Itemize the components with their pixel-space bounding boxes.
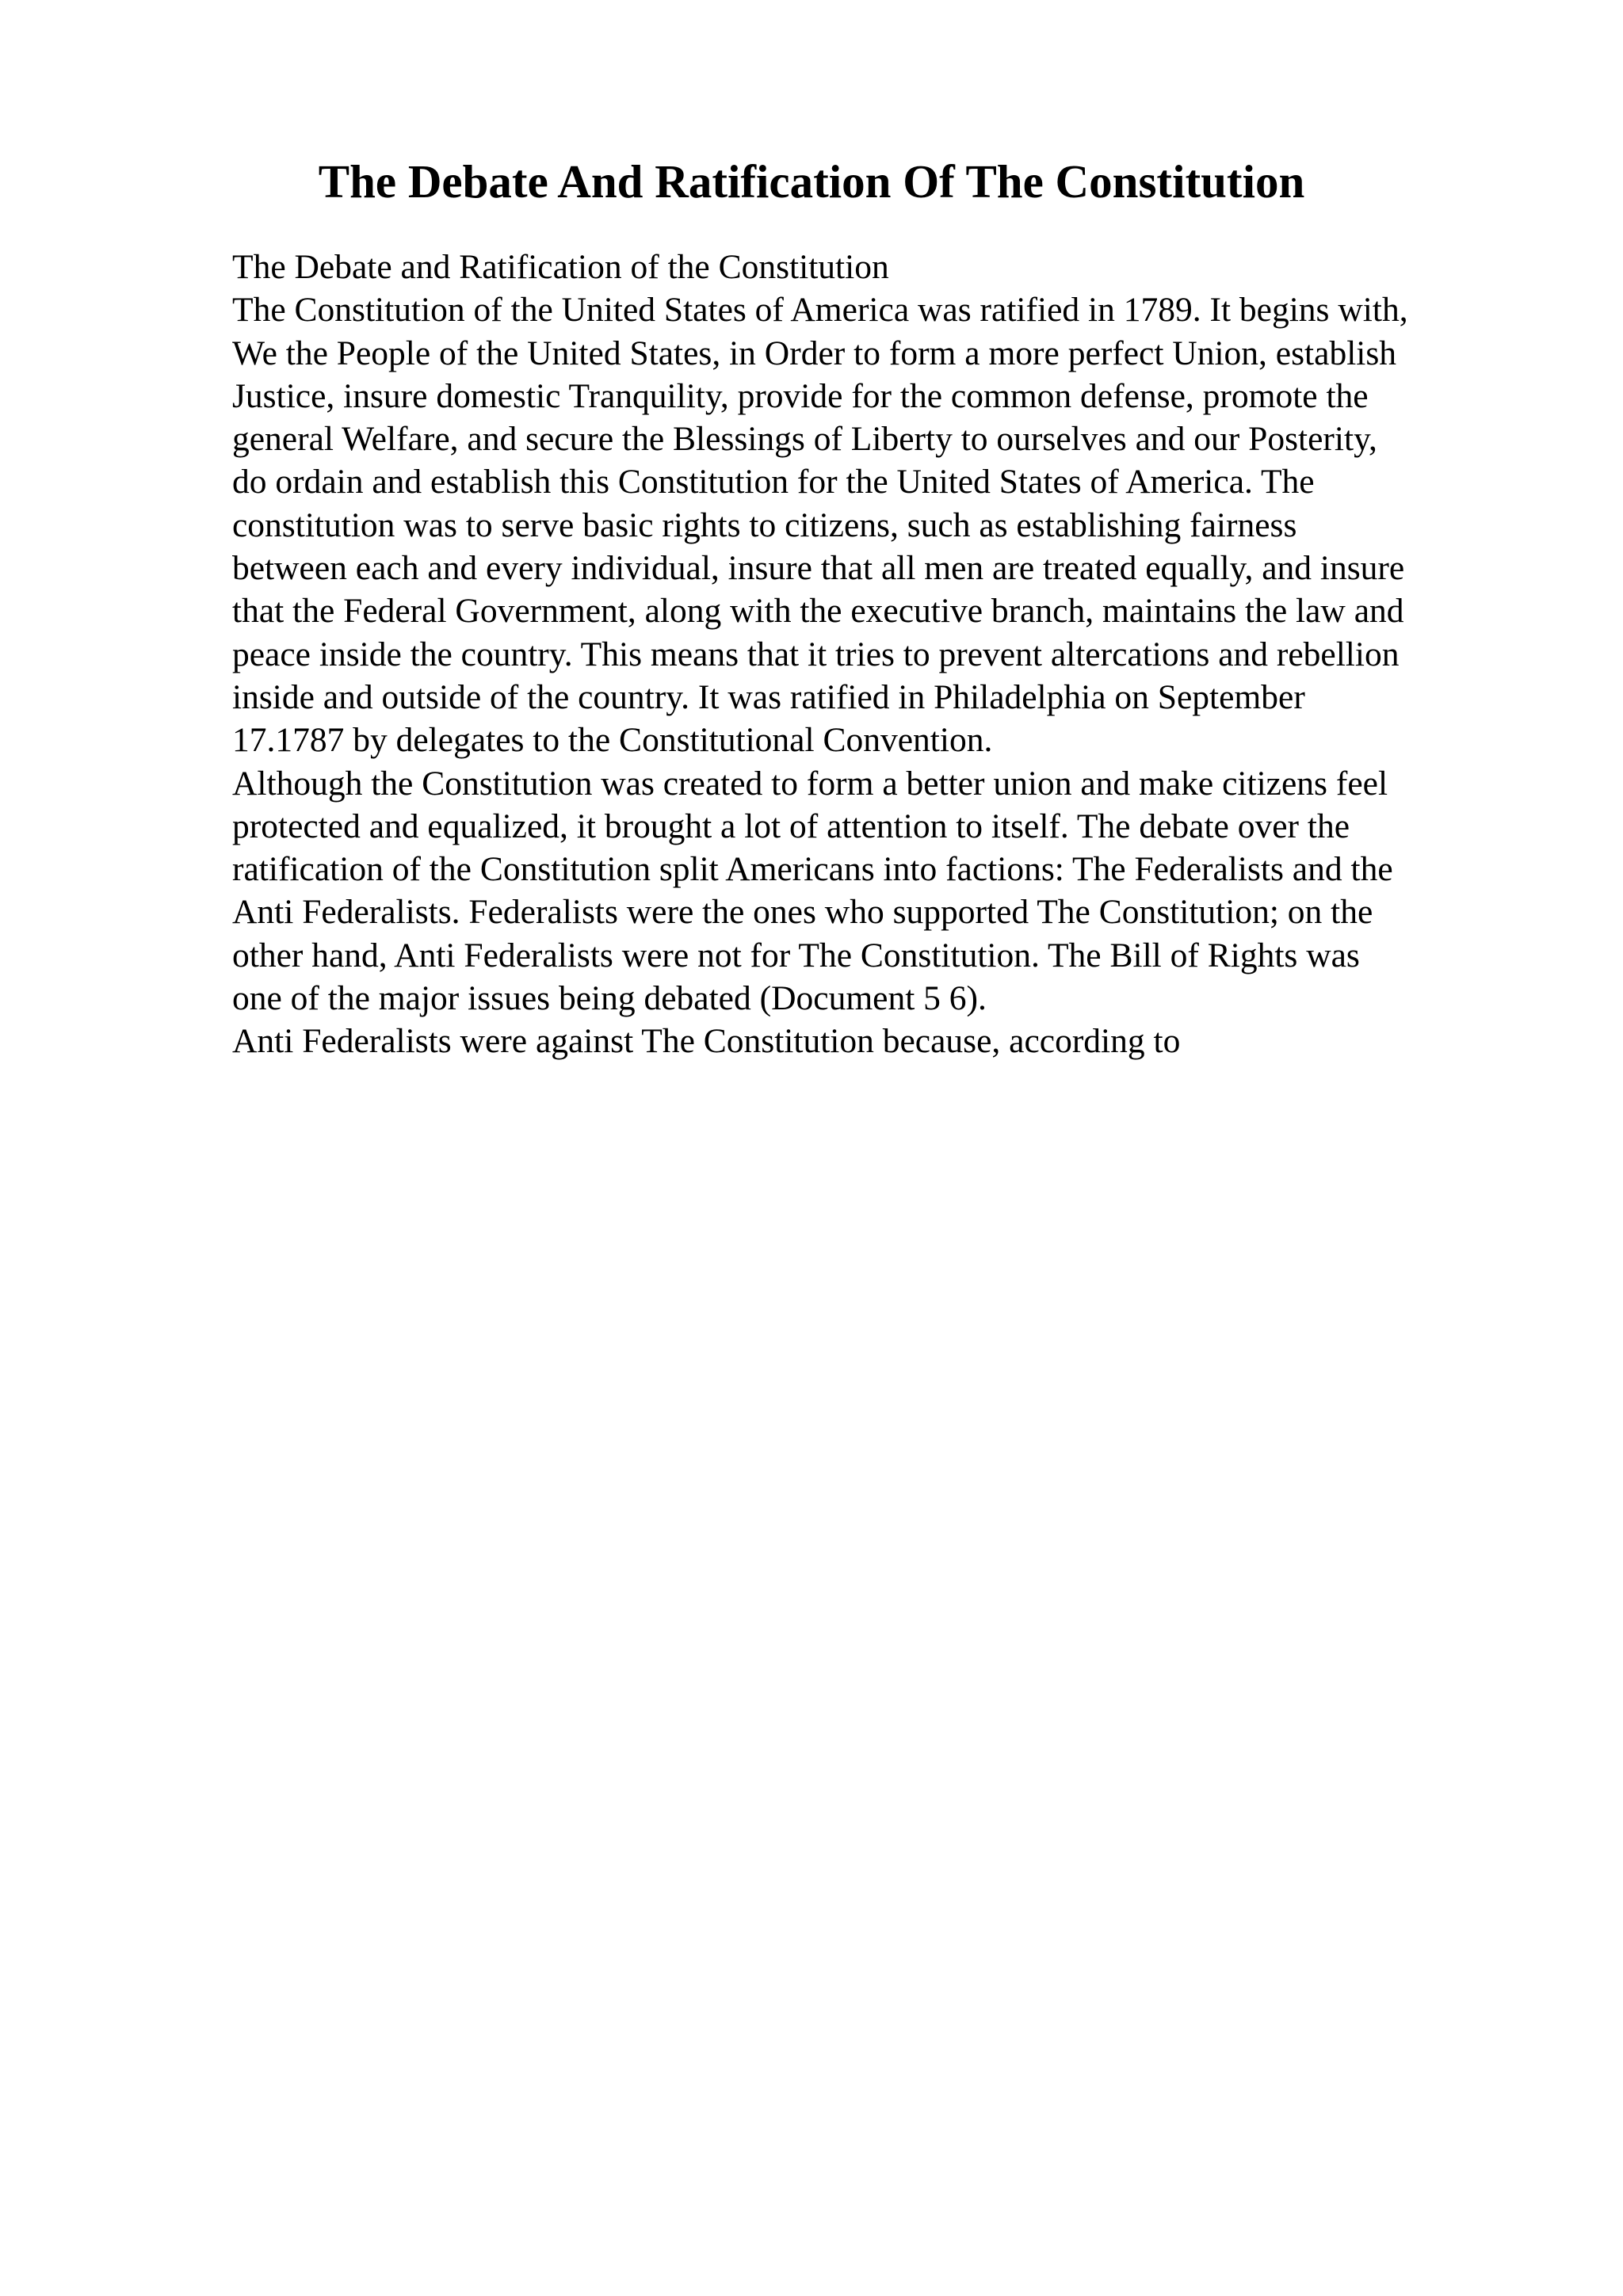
body-line: peace inside the country. This means that it tries to prevent altercations and rebellion (232, 635, 1400, 673)
body-line: The Debate and Ratification of the Constitution (232, 248, 889, 286)
body-line: inside and outside of the country. It was ratified in Philadelphia on September (232, 677, 1305, 716)
body-line: other hand, Anti Federalists were not for The Constitution. The Bill of Rights was (232, 936, 1360, 974)
body-line: constitution was to serve basic rights to citizens, such as establishing fairness (232, 505, 1297, 544)
body-line: protected and equalized, it brought a lot of attention to itself. The debate over the (232, 807, 1350, 845)
body-line: The Constitution of the United States of America was ratified in 1789. It begins with, (232, 291, 1408, 330)
body-line: Anti Federalists were against The Constitution because, according to (232, 1022, 1181, 1061)
body-line: between each and every individual, insure that all men are treated equally, and insure (232, 549, 1405, 588)
body-line: Although the Constitution was created to form a better union and make citizens feel (232, 764, 1388, 803)
document-body (232, 246, 1516, 1063)
body-line: Justice, insure domestic Tranquility, provide for the common defense, promote the (232, 376, 1369, 415)
body-line: do ordain and establish this Constitution for the United States of America. The (232, 463, 1315, 502)
body-line: Anti Federalists. Federalists were the ones who supported The Constitution; on the (232, 893, 1373, 932)
body-line: general Welfare, and secure the Blessings of Liberty to ourselves and our Posterity, (232, 420, 1377, 459)
body-line: one of the major issues being debated (Document 5 6). (232, 979, 987, 1018)
body-line: ratification of the Constitution split Americans into factions: The Federalists and the (232, 850, 1393, 889)
body-line: We the People of the United States, in Order to form a more perfect Union, establish (232, 334, 1397, 372)
body-line: 17.1787 by delegates to the Constitutional Convention. (232, 721, 993, 760)
document-title: The Debate And Ratification Of The Constitution (318, 155, 1305, 208)
body-line: that the Federal Government, along with the executive branch, maintains the law and (232, 592, 1404, 631)
